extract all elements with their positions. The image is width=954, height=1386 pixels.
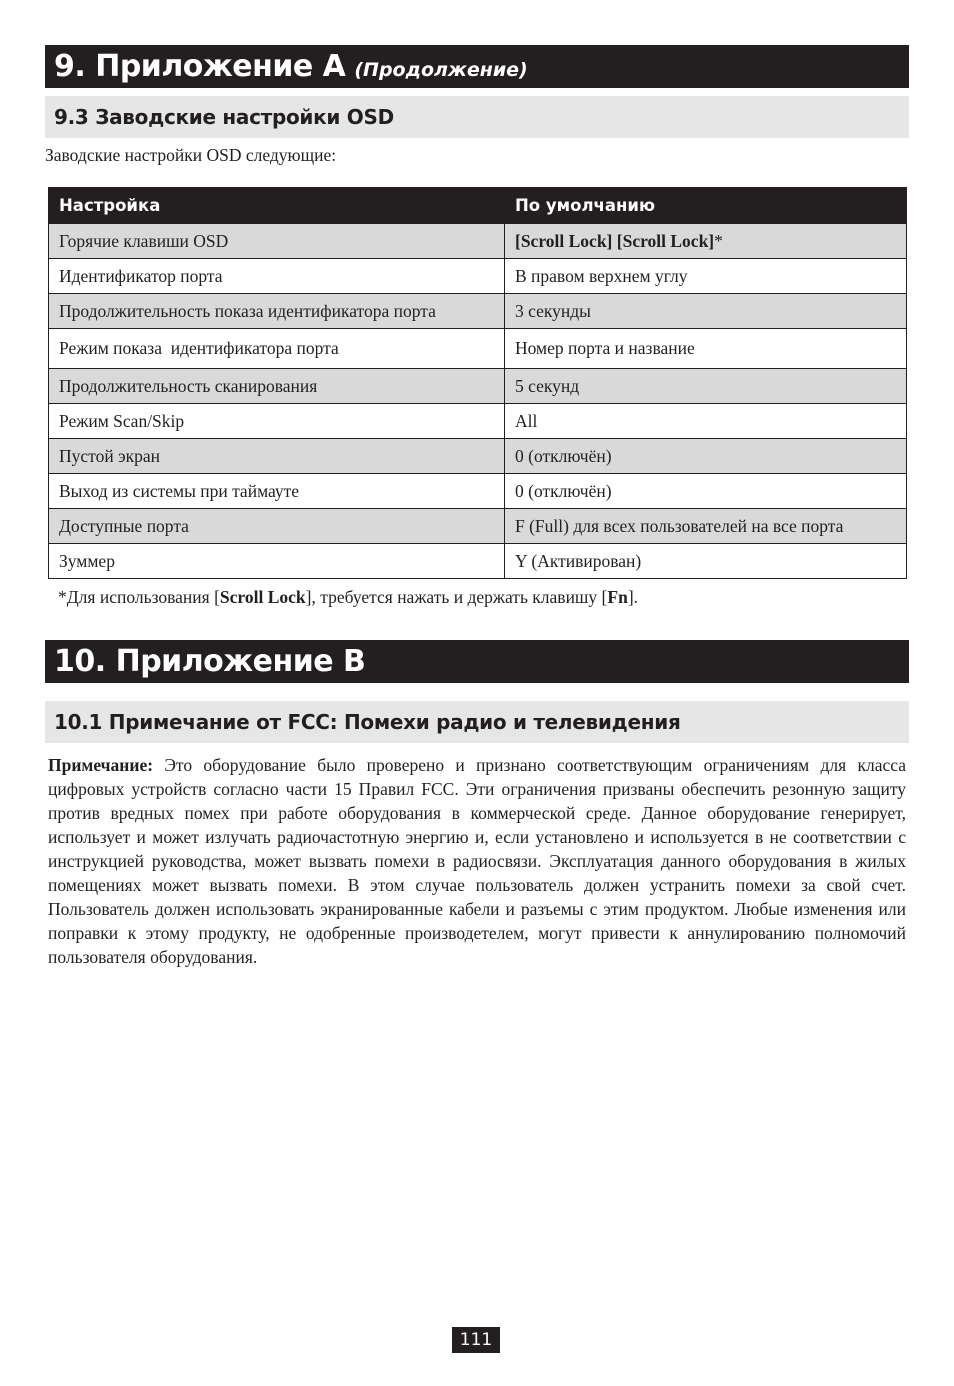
setting-cell: Пустой экран <box>49 439 505 474</box>
section-10-1-header <box>45 701 909 743</box>
setting-cell: Продолжительность показа идентификатора порта <box>49 294 505 329</box>
note-label: Примечание: <box>48 755 154 775</box>
note-text: Это оборудование было проверено и признано соответствующим ограничениям для класса цифровых устройств согласно части 15 Правил FCC. Эти ограничения призваны обеспечить резонную защиту против вредных помех при работе оборудования в коммерческой среде. Данное оборудование генерирует, использует и может излучать радиочастотную энергию и, если установлено и используется в не соответствии с инструкцией руководства, может вызвать помехи в радиосвязи. Эксплуатация данного оборудования в жилых помещениях может вызвать помехи. В этом случае пользователь должен устранить помехи за свой счет. Пользователь должен использовать экранированные кабели и разъемы с этим продуктом. Любые изменения или поправки к этому продукту, не одобренные производетелем, могут привести к аннулированию полномочий пользователя оборудования. <box>48 755 907 967</box>
setting-cell: Продолжительность сканирования <box>49 369 505 404</box>
setting-cell: Зуммер <box>49 544 505 579</box>
table-row <box>49 544 907 579</box>
setting-cell: Режим показа идентификатора порта <box>49 329 505 369</box>
default-cell: [Scroll Lock] [Scroll Lock]* <box>505 224 907 259</box>
appendix-a-title: 9. Приложение A <box>54 49 346 84</box>
setting-cell: Доступные порта <box>49 509 505 544</box>
setting-cell: Выход из системы при таймауте <box>49 474 505 509</box>
table-row <box>49 224 907 259</box>
appendix-b-title: 10. Приложение B <box>54 644 366 679</box>
page-number: 111 <box>452 1327 500 1353</box>
header-default: По умолчанию <box>505 188 907 224</box>
default-cell: F (Full) для всех пользователей на все порта <box>505 509 907 544</box>
fcc-note-paragraph <box>48 753 906 969</box>
table-row <box>49 404 907 439</box>
default-cell: 0 (отключён) <box>505 474 907 509</box>
setting-cell: Идентификатор порта <box>49 259 505 294</box>
table-header-row <box>49 188 907 224</box>
default-cell: 3 секунды <box>505 294 907 329</box>
section-10-1-title: 10.1 Примечание от FCC: Помехи радио и телевидения <box>54 710 681 734</box>
header-setting: Настройка <box>49 188 505 224</box>
table-row <box>49 474 907 509</box>
default-cell: All <box>505 404 907 439</box>
table-row <box>49 439 907 474</box>
default-cell: 5 секунд <box>505 369 907 404</box>
section-9-3-header <box>45 96 909 138</box>
setting-cell: Горячие клавиши OSD <box>49 224 505 259</box>
table-row <box>49 329 907 369</box>
table-row <box>49 509 907 544</box>
default-cell: 0 (отключён) <box>505 439 907 474</box>
setting-cell: Режим Scan/Skip <box>49 404 505 439</box>
table-row <box>49 294 907 329</box>
section-9-3-title: 9.3 Заводские настройки OSD <box>54 105 394 129</box>
osd-settings-table <box>48 187 907 579</box>
table-row <box>49 369 907 404</box>
table-footnote: *Для использования [Scroll Lock], требуется нажать и держать клавишу [Fn]. <box>58 587 639 607</box>
table-row <box>49 259 907 294</box>
appendix-b-header <box>45 640 909 683</box>
default-cell: Y (Активирован) <box>505 544 907 579</box>
default-cell: В правом верхнем углу <box>505 259 907 294</box>
appendix-a-subtitle: (Продолжение) <box>354 58 528 81</box>
appendix-a-header <box>45 45 909 88</box>
default-cell: Номер порта и название <box>505 329 907 369</box>
section-9-3-intro: Заводские настройки OSD следующие: <box>45 145 337 165</box>
